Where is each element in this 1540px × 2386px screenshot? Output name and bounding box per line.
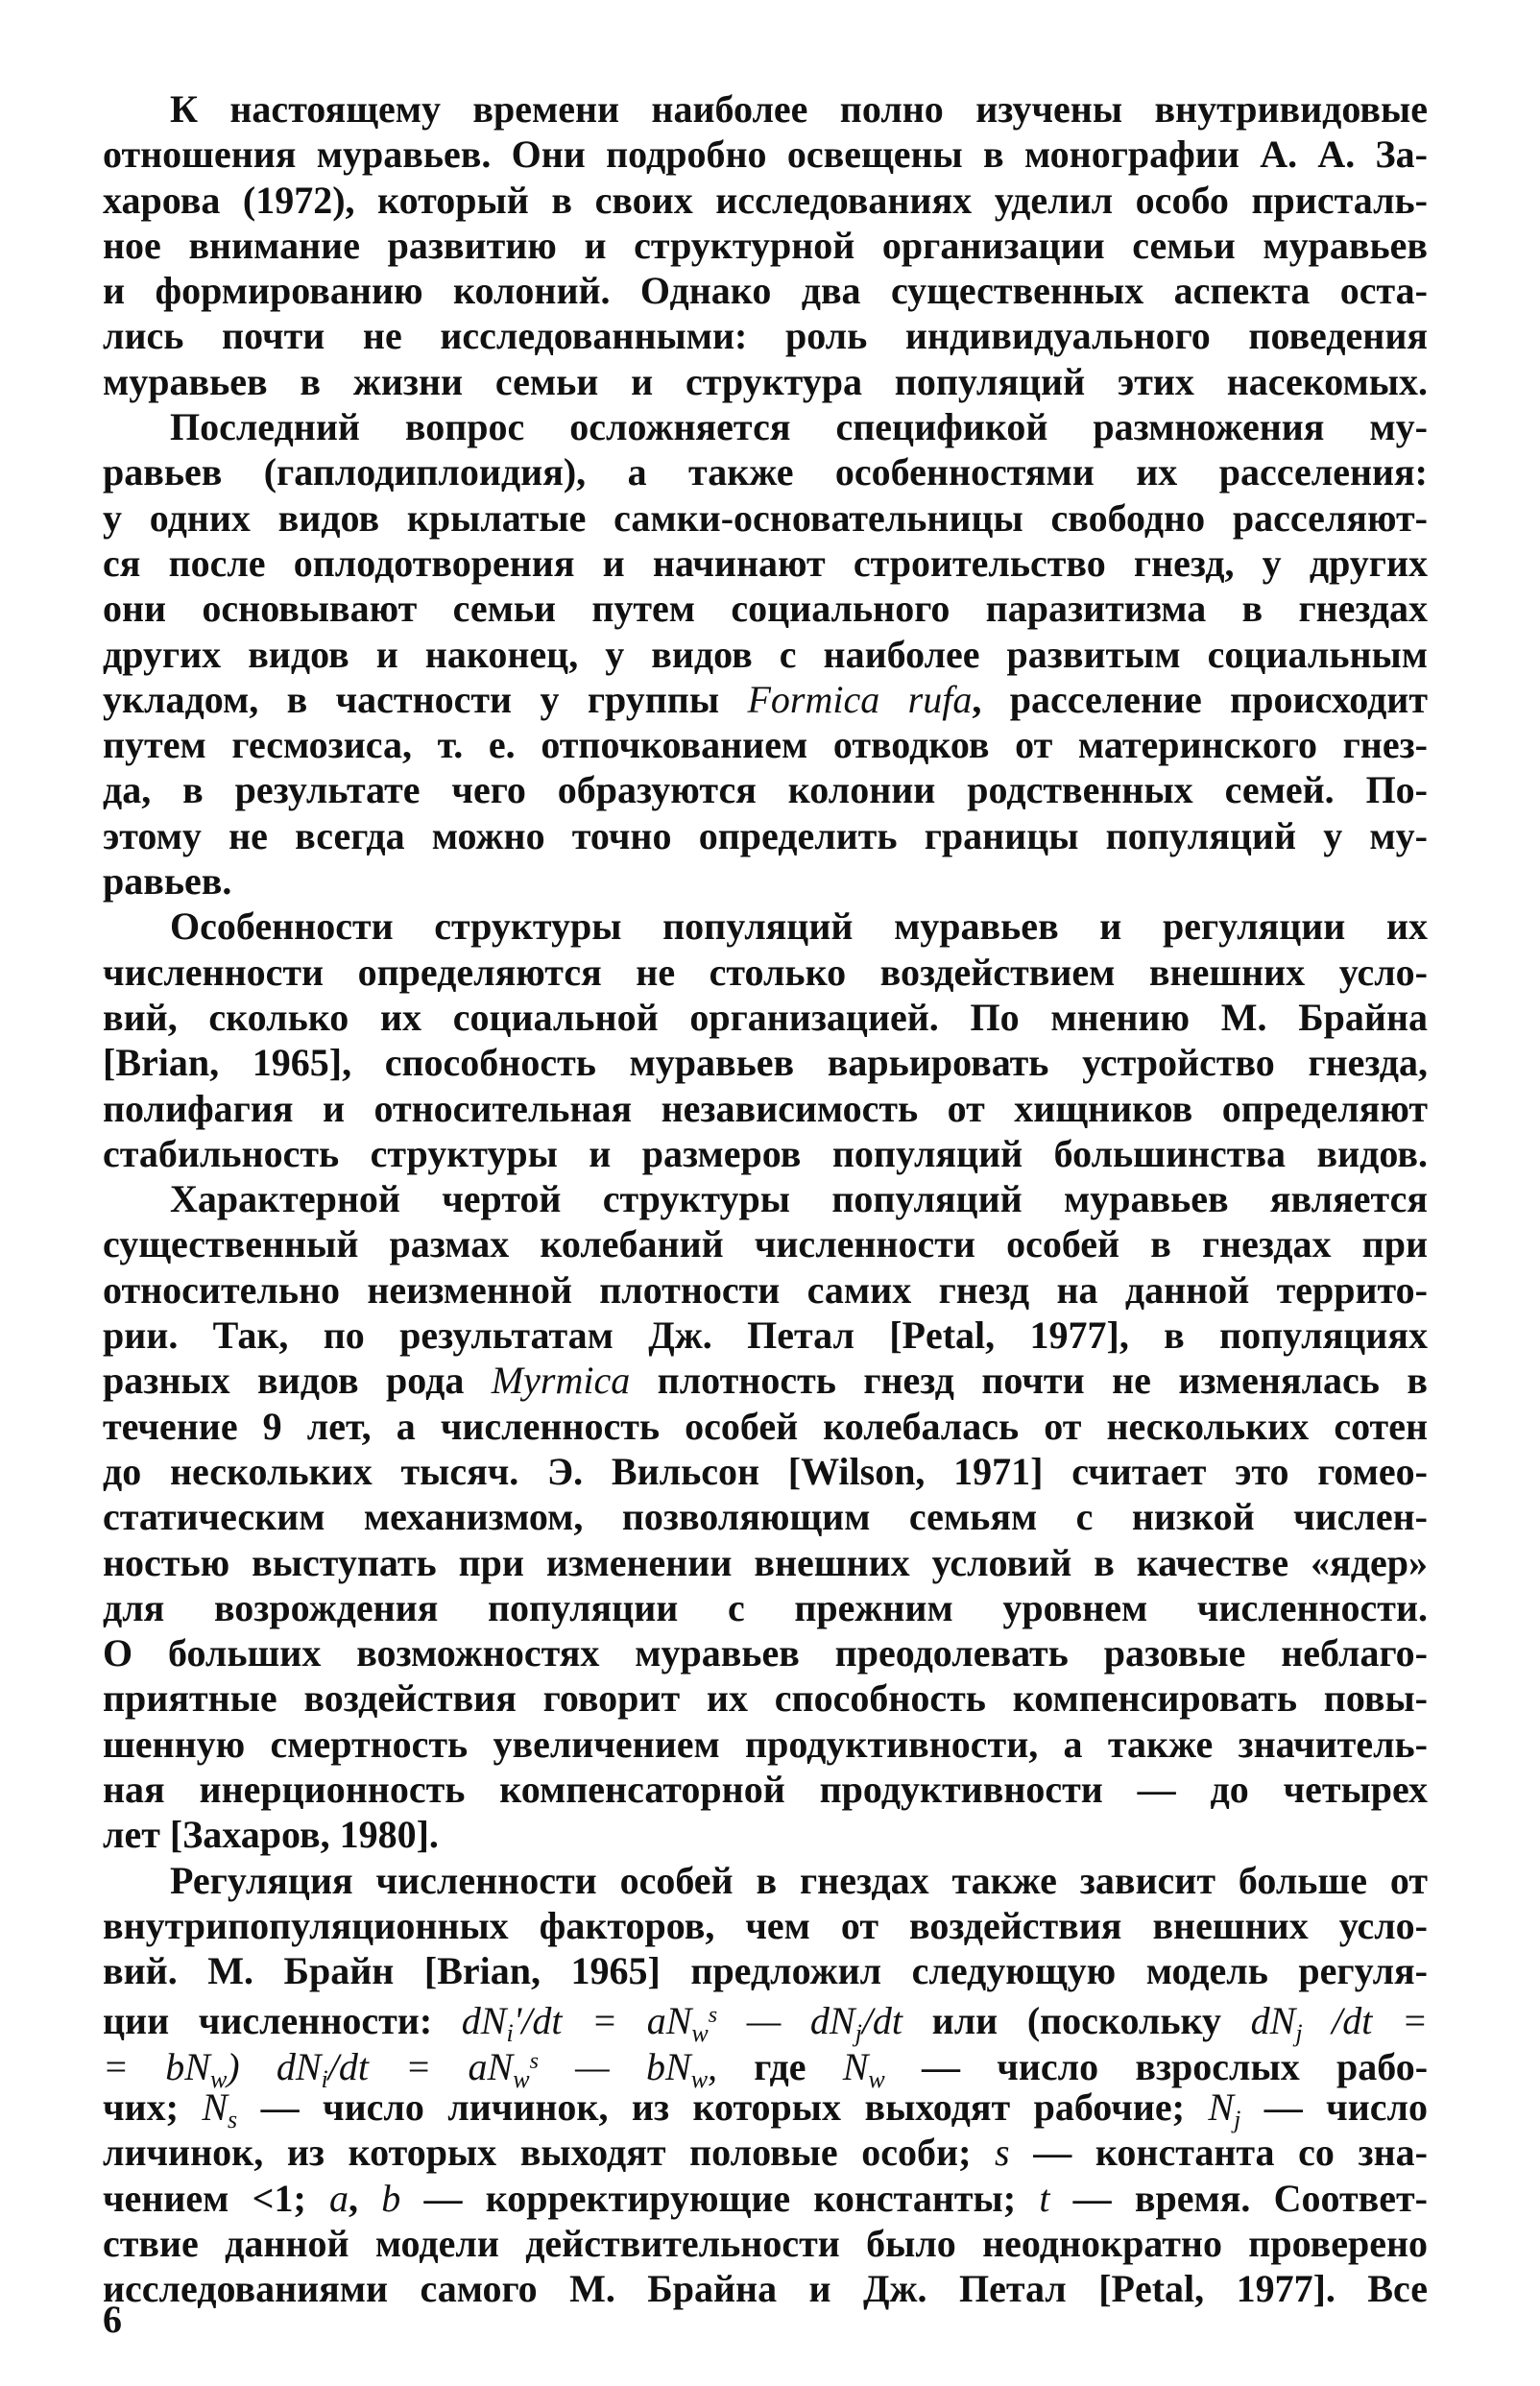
text-line: харова (1972), который в своих исследованиях уделил особо присталь- [103,178,1428,222]
italic-text: /dt = [1302,1999,1428,2043]
text-segment: , расселение происходит [972,677,1428,721]
paragraph [103,404,1428,904]
page-number: 6 [103,2298,122,2341]
superscript: s [529,2048,539,2074]
text-line: да, в результате чего образуются колонии родственных семей. По- [103,768,1428,812]
text-line [103,2085,1428,2134]
paragraph [103,1858,1428,2312]
text-line: [Brian, 1965], способность муравьев варьировать устройство гнезда, [103,1041,1428,1085]
text-segment: , [349,2176,382,2220]
subscript: w [513,2064,530,2093]
text-line [103,2176,1428,2221]
italic-text: — bN [538,2044,691,2088]
text-line [103,1993,1428,2048]
text-line: равьев (гаплодиплоидия), а также особенностями их расселения: [103,450,1428,494]
text-segment: или (поскольку [902,1999,1251,2043]
text-line: у одних видов крылатые самки-основательницы свободно расселяют- [103,495,1428,540]
text-line: внутрипопуляционных факторов, чем от воздействия внешних усло- [103,1903,1428,1947]
text-line [103,2039,1429,2093]
text-line: ностью выступать при изменении внешних условий в качестве «ядер» [103,1540,1428,1584]
text-segment: где [754,2044,843,2088]
subscript: w [209,2064,228,2093]
text-line: равьев. [103,859,232,904]
paragraph [103,904,1428,1176]
italic-text: , [708,2044,755,2088]
text-line [103,1358,1428,1403]
italic-text: dN [461,1999,507,2043]
text-segment: ции численности: [103,1999,462,2043]
paragraph [103,86,1428,404]
superscript: s [708,2003,718,2029]
subscript: w [868,2064,885,2093]
text-segment: плотность гнезд почти не изменялась в [630,1359,1428,1403]
subscript: w [691,2019,709,2048]
text-segment: личинок, из которых выходят половые особи; [103,2131,996,2175]
text-line [103,677,1428,722]
italic-text: t [1039,2176,1050,2220]
text-line: до нескольких тысяч. Э. Вильсон [Wilson, 1971] считает это гомео- [103,1449,1428,1493]
italic-text: dN [1250,1999,1296,2043]
text-line: численности определяются не столько воздействием внешних усло- [103,950,1428,994]
text-segment: — число [1240,2085,1428,2130]
text-line: О больших возможностях муравьев преодолевать разовые неблаго- [103,1631,1428,1675]
italic-text: ) dN [227,2044,322,2088]
text-line: шенную смертность увеличением продуктивности, а также значитель- [103,1722,1428,1766]
italic-text: N [842,2044,869,2088]
text-line: муравьев в жизни семьи и структура популяций этих насекомых. [103,359,1428,403]
text-line: они основывают семьи путем социального паразитизма в гнездах [103,587,1428,631]
subscript: i [506,2019,514,2048]
text-line [103,2130,1428,2175]
text-line: полифагия и относительная независимость от хищников определяют [103,1086,1428,1130]
subscript: j [1234,2106,1241,2134]
text-line: статическим механизмом, позволяющим семьям с низкой числен- [103,1495,1428,1539]
italic-text: '/dt = aN [513,1999,692,2043]
text-line: течение 9 лет, а численность особей колебалась от нескольких сотен [103,1404,1428,1448]
italic-text: /dt [861,1999,903,2043]
text-line: ся после оплодотворения и начинают строительство гнезд, у других [103,541,1428,585]
text-segment: — число взрослых рабо- [884,2044,1429,2088]
italic-text: = bN [103,2044,210,2088]
text-line: относительно неизменной плотности самих гнезд на данной террито- [103,1267,1428,1312]
text-segment: — время. Соответ- [1049,2176,1428,2220]
text-line: вий, сколько их социальной организацией. По мнению М. Брайна [103,995,1428,1039]
text-line: рии. Так, по результатам Дж. Петал [Petal, 1977], в популяциях [103,1314,1428,1358]
text-segment: чением <1; [103,2176,330,2220]
text-line: стабильность структуры и размеров популяций большинства видов. [103,1131,1428,1175]
subscript: j [1295,2019,1303,2048]
italic-text: N [1208,2085,1235,2130]
text-line: других видов и наконец, у видов с наиболее развитым социальным [103,632,1428,676]
text-line: путем гесмозиса, т. е. отпочкованием отводков от материнского гнез- [103,723,1428,767]
subscript: i [321,2064,328,2093]
text-segment: — число личинок, из которых выходят рабочие; [237,2085,1209,2130]
text-line: исследованиями самого М. Брайна и Дж. Петал [Petal, 1977]. Все [103,2267,1428,2311]
text-line: лись почти не исследованными: роль индивидуального поведения [103,314,1428,358]
paragraph [103,1176,1428,1857]
text-segment: — константа со зна- [1009,2131,1428,2175]
text-line: К настоящему времени наиболее полно изучены внутривидовые [170,87,1428,131]
text-line: Характерной чертой структуры популяций муравьев является [170,1177,1428,1221]
text-line: для возрождения популяции с прежним уровнем численности. [103,1585,1428,1629]
italic-text: s [995,2131,1010,2175]
text-segment: разных видов рода [103,1359,492,1403]
text-segment: чих; [103,2085,203,2130]
text-line: ствие данной модели действительности было неоднократно проверено [103,2221,1428,2265]
text-line: Последний вопрос осложняется спецификой размножения му- [170,405,1428,449]
text-line: ное внимание развитию и структурной организации семьи муравьев [103,223,1428,267]
text-line: вий. М. Брайн [Brian, 1965] предложил следующую модель регуля- [103,1949,1428,1993]
text-line: Регуляция численности особей в гнездах также зависит больше от [170,1858,1428,1902]
italic-text: Myrmica [491,1359,631,1403]
document-body [103,86,1428,2312]
subscript: j [854,2019,862,2048]
text-line: отношения муравьев. Они подробно освещены в монографии А. А. За- [103,133,1428,177]
italic-text: Formica rufa [747,677,973,721]
subscript: w [690,2064,709,2093]
subscript: s [228,2106,238,2134]
italic-text: N [202,2085,229,2130]
italic-text: b [381,2176,401,2220]
text-line: и формированию колоний. Однако два существенных аспекта оста- [103,269,1428,313]
italic-text: /dt = aN [327,2044,514,2088]
text-line: существенный размах колебаний численности особей в гнездах при [103,1222,1428,1266]
text-line: лет [Захаров, 1980]. [103,1813,439,1857]
italic-text: — dN [717,1999,855,2043]
text-segment: — корректирующие константы; [400,2176,1040,2220]
text-line: ная инерционность компенсаторной продуктивности — до четырех [103,1767,1428,1811]
text-line: этому не всегда можно точно определить границы популяций у му- [103,813,1428,857]
text-line: приятные воздействия говорит их способность компенсировать повы- [103,1676,1428,1721]
italic-text: a [329,2176,349,2220]
text-line: Особенности структуры популяций муравьев и регуляции их [170,904,1428,949]
text-segment: укладом, в частности у группы [103,677,748,721]
